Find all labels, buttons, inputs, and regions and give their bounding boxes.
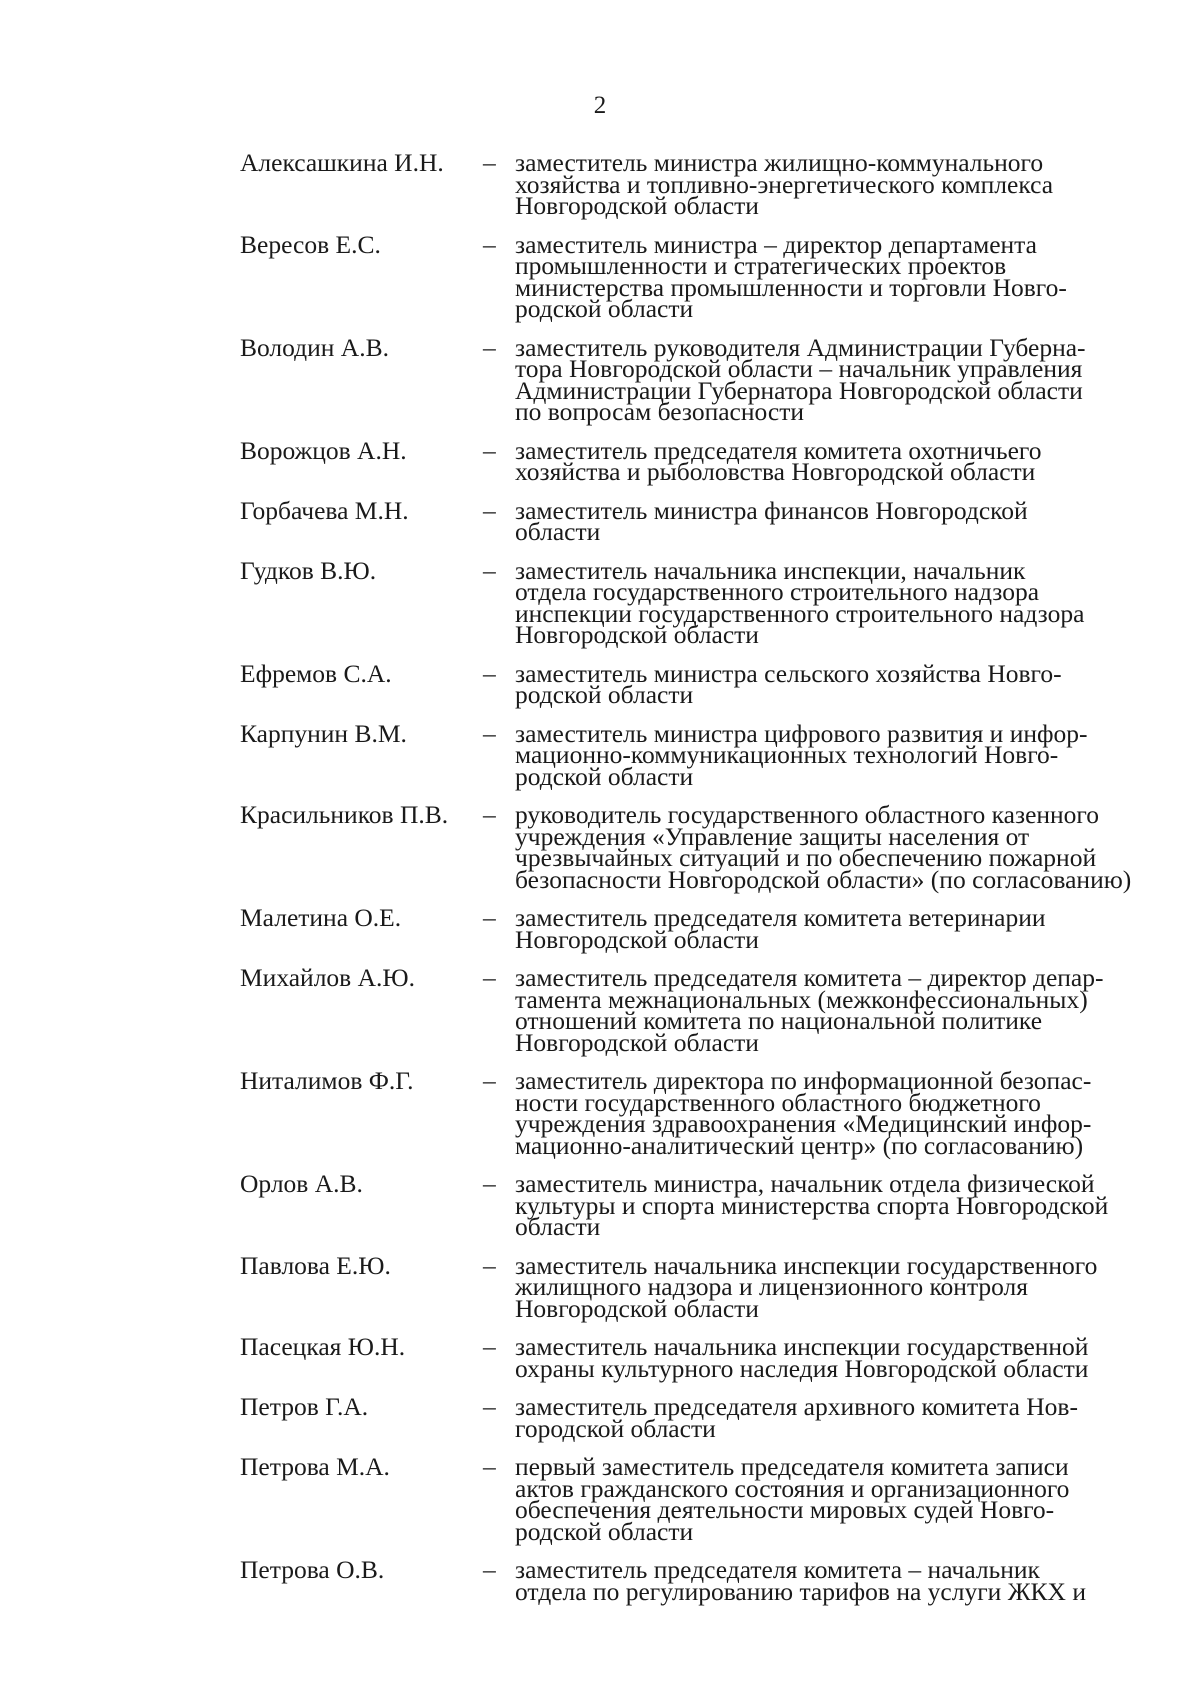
member-name: Ефремов С.А.	[240, 658, 392, 688]
member-name: Горбачева М.Н.	[240, 495, 409, 525]
entry-dash: –	[483, 1555, 496, 1584]
member-position	[515, 1169, 1135, 1241]
member-name: Орлов А.В.	[240, 1169, 363, 1198]
member-entry	[240, 718, 1140, 791]
position-line: заместитель руководителя Администрации Губерна-	[515, 332, 1086, 362]
entry-dash: –	[483, 658, 496, 688]
position-line: области	[515, 517, 601, 546]
position-line: Новгородской области	[515, 924, 759, 954]
position-line: тора Новгородской области – начальник управления	[515, 354, 1083, 383]
member-position	[515, 1332, 1135, 1383]
member-entry	[240, 229, 1140, 323]
position-line: Новгородской области	[515, 1293, 759, 1323]
entry-dash: –	[483, 1392, 496, 1421]
position-line: культуры и спорта министерства спорта Новгородской	[515, 1190, 1109, 1220]
position-line: заместитель министра финансов Новгородской	[515, 495, 1028, 525]
member-name: Петров Г.А.	[240, 1392, 369, 1421]
position-line: области	[515, 1212, 601, 1241]
position-line: безопасности Новгородской области» (по согласованию)	[515, 864, 1132, 894]
member-entry	[240, 903, 1140, 954]
position-line: заместитель министра жилищно-коммунального	[515, 148, 1044, 177]
member-position	[515, 435, 1135, 486]
member-name: Алексашкина И.Н.	[240, 148, 444, 177]
position-line: хозяйства и топливно-энергетического комплекса	[515, 169, 1054, 199]
member-position	[515, 658, 1135, 709]
entry-dash: –	[483, 495, 496, 525]
member-position	[515, 148, 1135, 220]
member-name: Володин А.В.	[240, 332, 389, 362]
member-position	[515, 718, 1135, 791]
member-name: Петрова О.В.	[240, 1555, 385, 1584]
position-line: инспекции государственного строительного надзора	[515, 598, 1085, 628]
member-position	[515, 1066, 1135, 1160]
position-line: руководитель государственного областного казенного	[515, 800, 1100, 829]
position-line: заместитель министра сельского хозяйства Новго-	[515, 658, 1062, 688]
position-line: министерства промышленности и торговли Новго-	[515, 272, 1067, 302]
position-line: мационно-коммуникационных технологий Новго-	[515, 740, 1059, 769]
position-line: заместитель министра – директор департамента	[515, 229, 1037, 259]
entry-dash: –	[483, 718, 496, 748]
entry-dash: –	[483, 1250, 496, 1280]
position-line: родской области	[515, 294, 694, 323]
entry-dash: –	[483, 435, 496, 465]
entry-dash: –	[483, 1169, 496, 1198]
member-entry	[240, 1555, 1140, 1606]
member-position	[515, 332, 1135, 426]
member-position	[515, 555, 1135, 649]
position-line: отношений комитета по национальной политике	[515, 1006, 1043, 1035]
member-entry	[240, 1250, 1140, 1323]
position-line: отдела по регулированию тарифов на услуги ЖКХ и	[515, 1576, 1086, 1606]
member-entry	[240, 332, 1140, 426]
member-name: Петрова М.А.	[240, 1452, 390, 1481]
member-name: Ниталимов Ф.Г.	[240, 1066, 414, 1095]
position-line: актов гражданского состояния и организационного	[515, 1473, 1070, 1503]
entry-dash: –	[483, 1066, 496, 1095]
member-name: Павлова Е.Ю.	[240, 1250, 391, 1280]
position-line: заместитель министра, начальник отдела физической	[515, 1169, 1095, 1198]
entry-dash: –	[483, 148, 496, 177]
position-line: заместитель директора по информационной безопас-	[515, 1066, 1092, 1095]
member-entry	[240, 1452, 1140, 1546]
position-line: жилищного надзора и лицензионного контроля	[515, 1272, 1029, 1301]
member-position	[515, 1392, 1135, 1443]
position-line: Администрации Губернатора Новгородской области	[515, 375, 1083, 405]
entry-dash: –	[483, 903, 496, 932]
member-entry	[240, 800, 1140, 894]
member-name: Карпунин В.М.	[240, 718, 407, 748]
position-line: отдела государственного строительного надзора	[515, 577, 1040, 606]
position-line: заместитель председателя комитета охотничьего	[515, 435, 1042, 465]
member-entry	[240, 495, 1140, 546]
entry-dash: –	[483, 229, 496, 259]
position-line: заместитель начальника инспекции государственной	[515, 1332, 1089, 1361]
member-entry	[240, 1392, 1140, 1443]
position-line: мационно-аналитический центр» (по согласованию)	[515, 1130, 1084, 1160]
member-entry	[240, 963, 1140, 1057]
position-line: охраны культурного наследия Новгородской области	[515, 1353, 1089, 1383]
position-line: хозяйства и рыболовства Новгородской области	[515, 457, 1036, 486]
position-line: заместитель председателя комитета – директор депар-	[515, 963, 1104, 992]
member-position	[515, 495, 1135, 546]
position-line: учреждения «Управление защиты населения от	[515, 821, 1030, 851]
entry-dash: –	[483, 1452, 496, 1481]
member-name: Малетина О.Е.	[240, 903, 402, 932]
member-position	[515, 1452, 1135, 1546]
position-line: родской области	[515, 761, 694, 791]
member-name: Пасецкая Ю.Н.	[240, 1332, 406, 1361]
member-name: Ворожцов А.Н.	[240, 435, 407, 465]
position-line: заместитель начальника инспекции государственного	[515, 1250, 1098, 1280]
entry-dash: –	[483, 1332, 496, 1361]
page-number: 2	[593, 92, 607, 119]
member-entry	[240, 1169, 1140, 1241]
position-line: учреждения здравоохранения «Медицинский инфор-	[515, 1109, 1092, 1138]
position-line: тамента межнациональных (межконфессиональных)	[515, 984, 1088, 1014]
member-entry	[240, 658, 1140, 709]
position-line: заместитель председателя архивного комитета Нов-	[515, 1392, 1078, 1421]
member-position	[515, 963, 1135, 1057]
entry-dash: –	[483, 332, 496, 362]
member-position	[515, 229, 1135, 323]
member-entry	[240, 435, 1140, 486]
position-line: по вопросам безопасности	[515, 397, 804, 426]
position-line: ности государственного областного бюджетного	[515, 1087, 1041, 1117]
position-line: родской области	[515, 680, 694, 709]
position-line: Новгородской области	[515, 1027, 759, 1057]
entry-dash: –	[483, 800, 496, 829]
member-position	[515, 1555, 1135, 1606]
member-name: Михайлов А.Ю.	[240, 963, 415, 992]
position-line: Новгородской области	[515, 620, 759, 649]
position-line: первый заместитель председателя комитета записи	[515, 1452, 1069, 1481]
member-entry	[240, 148, 1140, 220]
position-line: заместитель председателя комитета ветеринарии	[515, 903, 1046, 932]
position-line: городской области	[515, 1413, 716, 1443]
position-line: обеспечения деятельности мировых судей Новго-	[515, 1495, 1055, 1524]
position-line: заместитель министра цифрового развития и инфор-	[515, 718, 1088, 748]
member-position	[515, 800, 1135, 894]
entry-dash: –	[483, 963, 496, 992]
member-name: Красильников П.В.	[240, 800, 449, 829]
members-list	[240, 148, 1140, 1619]
member-position	[515, 903, 1135, 954]
member-entry	[240, 1332, 1140, 1383]
position-line: заместитель начальника инспекции, начальник	[515, 555, 1026, 585]
position-line: чрезвычайных ситуаций и по обеспечению пожарной	[515, 843, 1097, 872]
member-name: Гудков В.Ю.	[240, 555, 377, 585]
member-entry	[240, 1066, 1140, 1160]
position-line: родской области	[515, 1516, 694, 1546]
position-line: заместитель председателя комитета – начальник	[515, 1555, 1040, 1584]
entry-dash: –	[483, 555, 496, 585]
member-entry	[240, 555, 1140, 649]
member-name: Вересов Е.С.	[240, 229, 381, 259]
position-line: промышленности и стратегических проектов	[515, 251, 1007, 280]
position-line: Новгородской области	[515, 191, 759, 220]
member-position	[515, 1250, 1135, 1323]
